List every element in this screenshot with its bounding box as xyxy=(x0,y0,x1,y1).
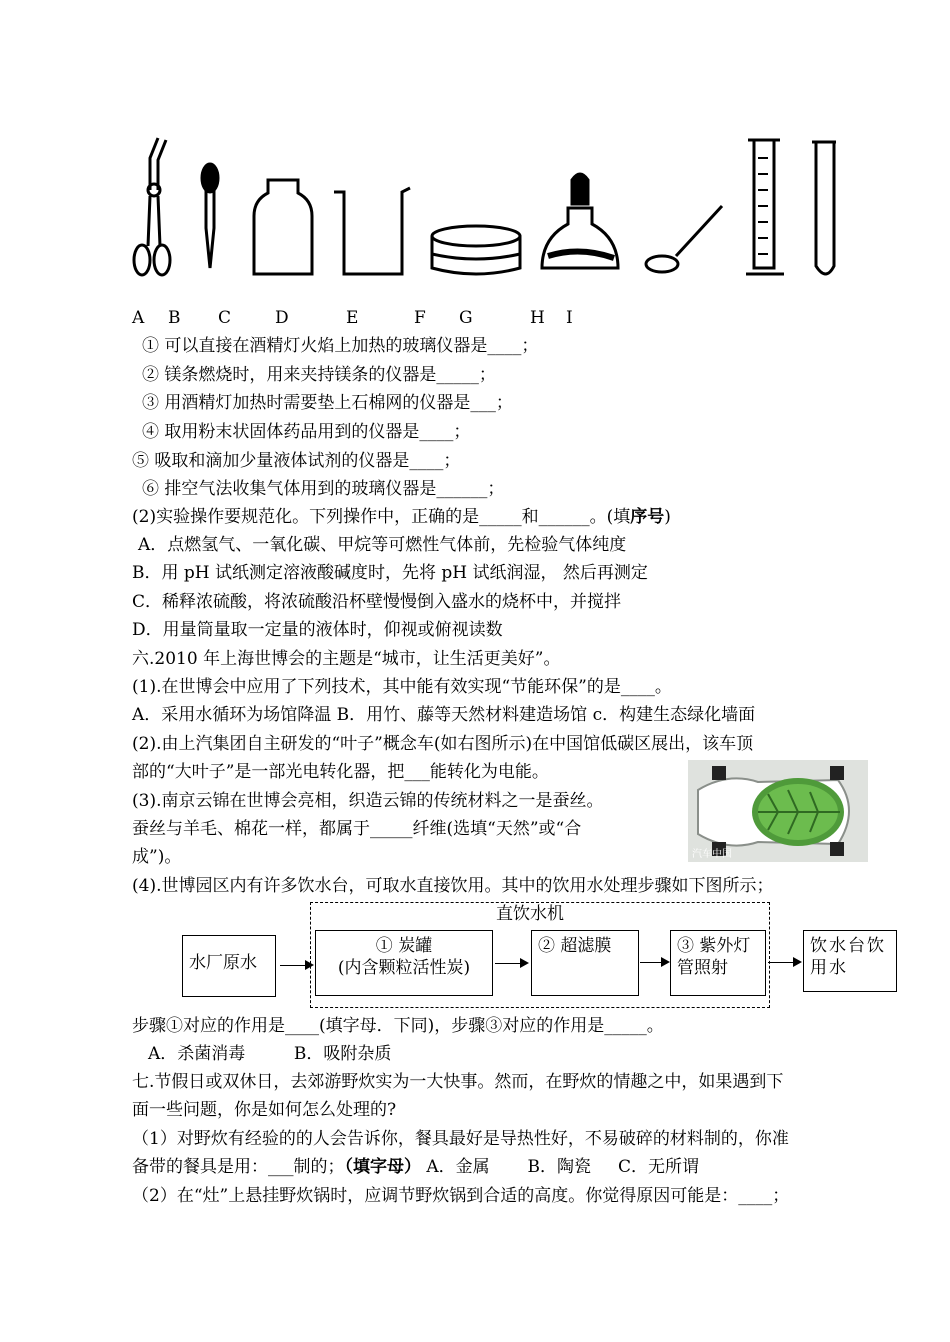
section7-p2: （2）在“灶”上悬挂野炊锅时，应调节野炊锅到合适的高度。你觉得原因可能是：____； xyxy=(132,1186,790,1206)
section6-p3a: (3).南京云锦在世博会亮相，织造云锦的传统材料之一是蚕丝。 xyxy=(132,791,604,811)
flow-source-label: 水厂原水 xyxy=(189,953,257,973)
flow-end-label: 饮水台饮用水 xyxy=(810,936,886,978)
q2-stem-end: ) xyxy=(664,507,671,527)
flow-arrow-1 xyxy=(280,965,312,966)
after-flow-line1: 步骤①对应的作用是____(填字母．下同)，步骤③对应的作用是_____。 xyxy=(132,1016,664,1036)
reagent-bottle-icon xyxy=(254,180,312,274)
leaf-concept-car-photo xyxy=(688,760,868,862)
flow-arrow-2 xyxy=(495,963,527,964)
flow-end-box xyxy=(803,930,897,992)
letter-b: B xyxy=(168,308,181,328)
q1-item-3: ③ 用酒精灯加热时需要垫上石棉网的仪器是___； xyxy=(142,393,513,413)
q2-stem-text: (2)实验操作要规范化。下列操作中，正确的是_____和______。(填 xyxy=(132,507,631,527)
after-flow-options: A．杀菌消毒 B．吸附杂质 xyxy=(148,1044,392,1064)
q1-item-6: ⑥ 排空气法收集气体用到的玻璃仪器是______； xyxy=(142,479,505,499)
beaker-icon xyxy=(334,188,410,274)
letter-d: D xyxy=(275,308,289,328)
flow-step2-box xyxy=(531,930,639,996)
letter-i: I xyxy=(566,308,573,328)
crucible-tongs-icon xyxy=(134,138,170,275)
letter-g: G xyxy=(459,308,473,328)
section7-p1b xyxy=(132,1155,699,1179)
q2-option-c: C．稀释浓硫酸，将浓硫酸沿杯壁慢慢倒入盛水的烧杯中，并搅拌 xyxy=(132,592,622,612)
q2-stem-bold: 序号 xyxy=(630,507,665,527)
flow-step1-sub: (内含颗粒活性炭) xyxy=(337,958,471,978)
letter-a: A xyxy=(132,308,145,328)
letter-c: C xyxy=(218,308,232,328)
petri-dish-icon xyxy=(432,226,520,274)
test-tube-icon xyxy=(812,142,836,274)
q1-item-1: ① 可以直接在酒精灯火焰上加热的玻璃仪器是____； xyxy=(142,336,539,356)
q2-stem xyxy=(132,505,671,529)
flow-step3-label: ③ 紫外灯管照射 xyxy=(677,936,751,978)
flow-step3-box xyxy=(670,930,766,996)
section6-p3c: 成”)。 xyxy=(132,847,182,867)
section6-p3b: 蚕丝与羊毛、棉花一样，都属于_____纤维(选填“天然”或“合 xyxy=(132,819,582,839)
flow-step1-title: ① 炭罐 xyxy=(375,936,433,956)
letter-e: E xyxy=(346,308,359,328)
flow-step2-label: ② 超滤膜 xyxy=(538,936,612,956)
section7-title-b: 面一些问题，你是如何怎么处理的? xyxy=(132,1100,397,1120)
section7-p1b-post: A．金属 B．陶瓷 C．无所谓 xyxy=(421,1157,700,1177)
section7-p1a: （1）对野炊有经验的的人会告诉你，餐具最好是导热性好，不易破碎的材料制的，你准 xyxy=(132,1129,789,1149)
section6-p2b: 部的“大叶子”是一部光电转化器，把___能转化为电能。 xyxy=(132,762,549,782)
spatula-icon xyxy=(646,206,722,272)
letter-h: H xyxy=(530,308,545,328)
q2-option-d: D．用量筒量取一定量的液体时，仰视或俯视读数 xyxy=(132,620,503,640)
section7-p1b-bold: （填字母） xyxy=(344,1157,421,1177)
q1-item-5: ⑤ 吸取和滴加少量液体试剂的仪器是____； xyxy=(132,451,461,471)
section6-p1: (1).在世博会中应用了下列技术，其中能有效实现“节能环保”的是____。 xyxy=(132,677,672,697)
flow-arrow-3 xyxy=(640,962,668,963)
section6-p2a: (2).由上汽集团自主研发的“叶子”概念车(如右图所示)在中国馆低碳区展出，该车顶 xyxy=(132,734,754,754)
car-photo-watermark: 汽车中国 xyxy=(692,849,732,860)
section6-title: 六.2010 年上海世博会的主题是“城市，让生活更美好”。 xyxy=(132,649,561,669)
alcohol-lamp-icon xyxy=(542,174,618,268)
section6-p1-options: A．采用水循环为场馆降温 B．用竹、藤等天然材料建造场馆 c．构建生态绿化墙面 xyxy=(132,705,756,725)
flow-step1-box xyxy=(315,930,493,996)
flow-arrow-4 xyxy=(768,962,800,963)
q1-item-4: ④ 取用粉末状固体药品用到的仪器是____； xyxy=(142,422,471,442)
q2-option-b: B．用 pH 试纸测定溶液酸碱度时，先将 pH 试纸润湿， 然后再测定 xyxy=(132,563,648,583)
flow-source-box xyxy=(182,935,276,997)
lab-instruments-illustration xyxy=(128,128,848,288)
q2-option-a: A．点燃氢气、一氧化碳、甲烷等可燃性气体前，先检验气体纯度 xyxy=(138,535,627,555)
section6-p4: (4).世博园区内有许多饮水台，可取水直接饮用。其中的饮用水处理步骤如下图所示； xyxy=(132,876,774,896)
q1-item-2: ② 镁条燃烧时，用来夹持镁条的仪器是_____； xyxy=(142,365,496,385)
dropper-icon xyxy=(202,164,218,268)
flow-group-label: 直饮水机 xyxy=(496,904,564,924)
letter-f: F xyxy=(414,308,426,328)
section7-title-a: 七.节假日或双休日，去郊游野炊实为一大快事。然而，在野炊的情趣之中，如果遇到下 xyxy=(132,1072,784,1092)
section7-p1b-pre: 备带的餐具是用：___制的； xyxy=(132,1157,345,1177)
graduated-cylinder-icon xyxy=(746,140,784,274)
